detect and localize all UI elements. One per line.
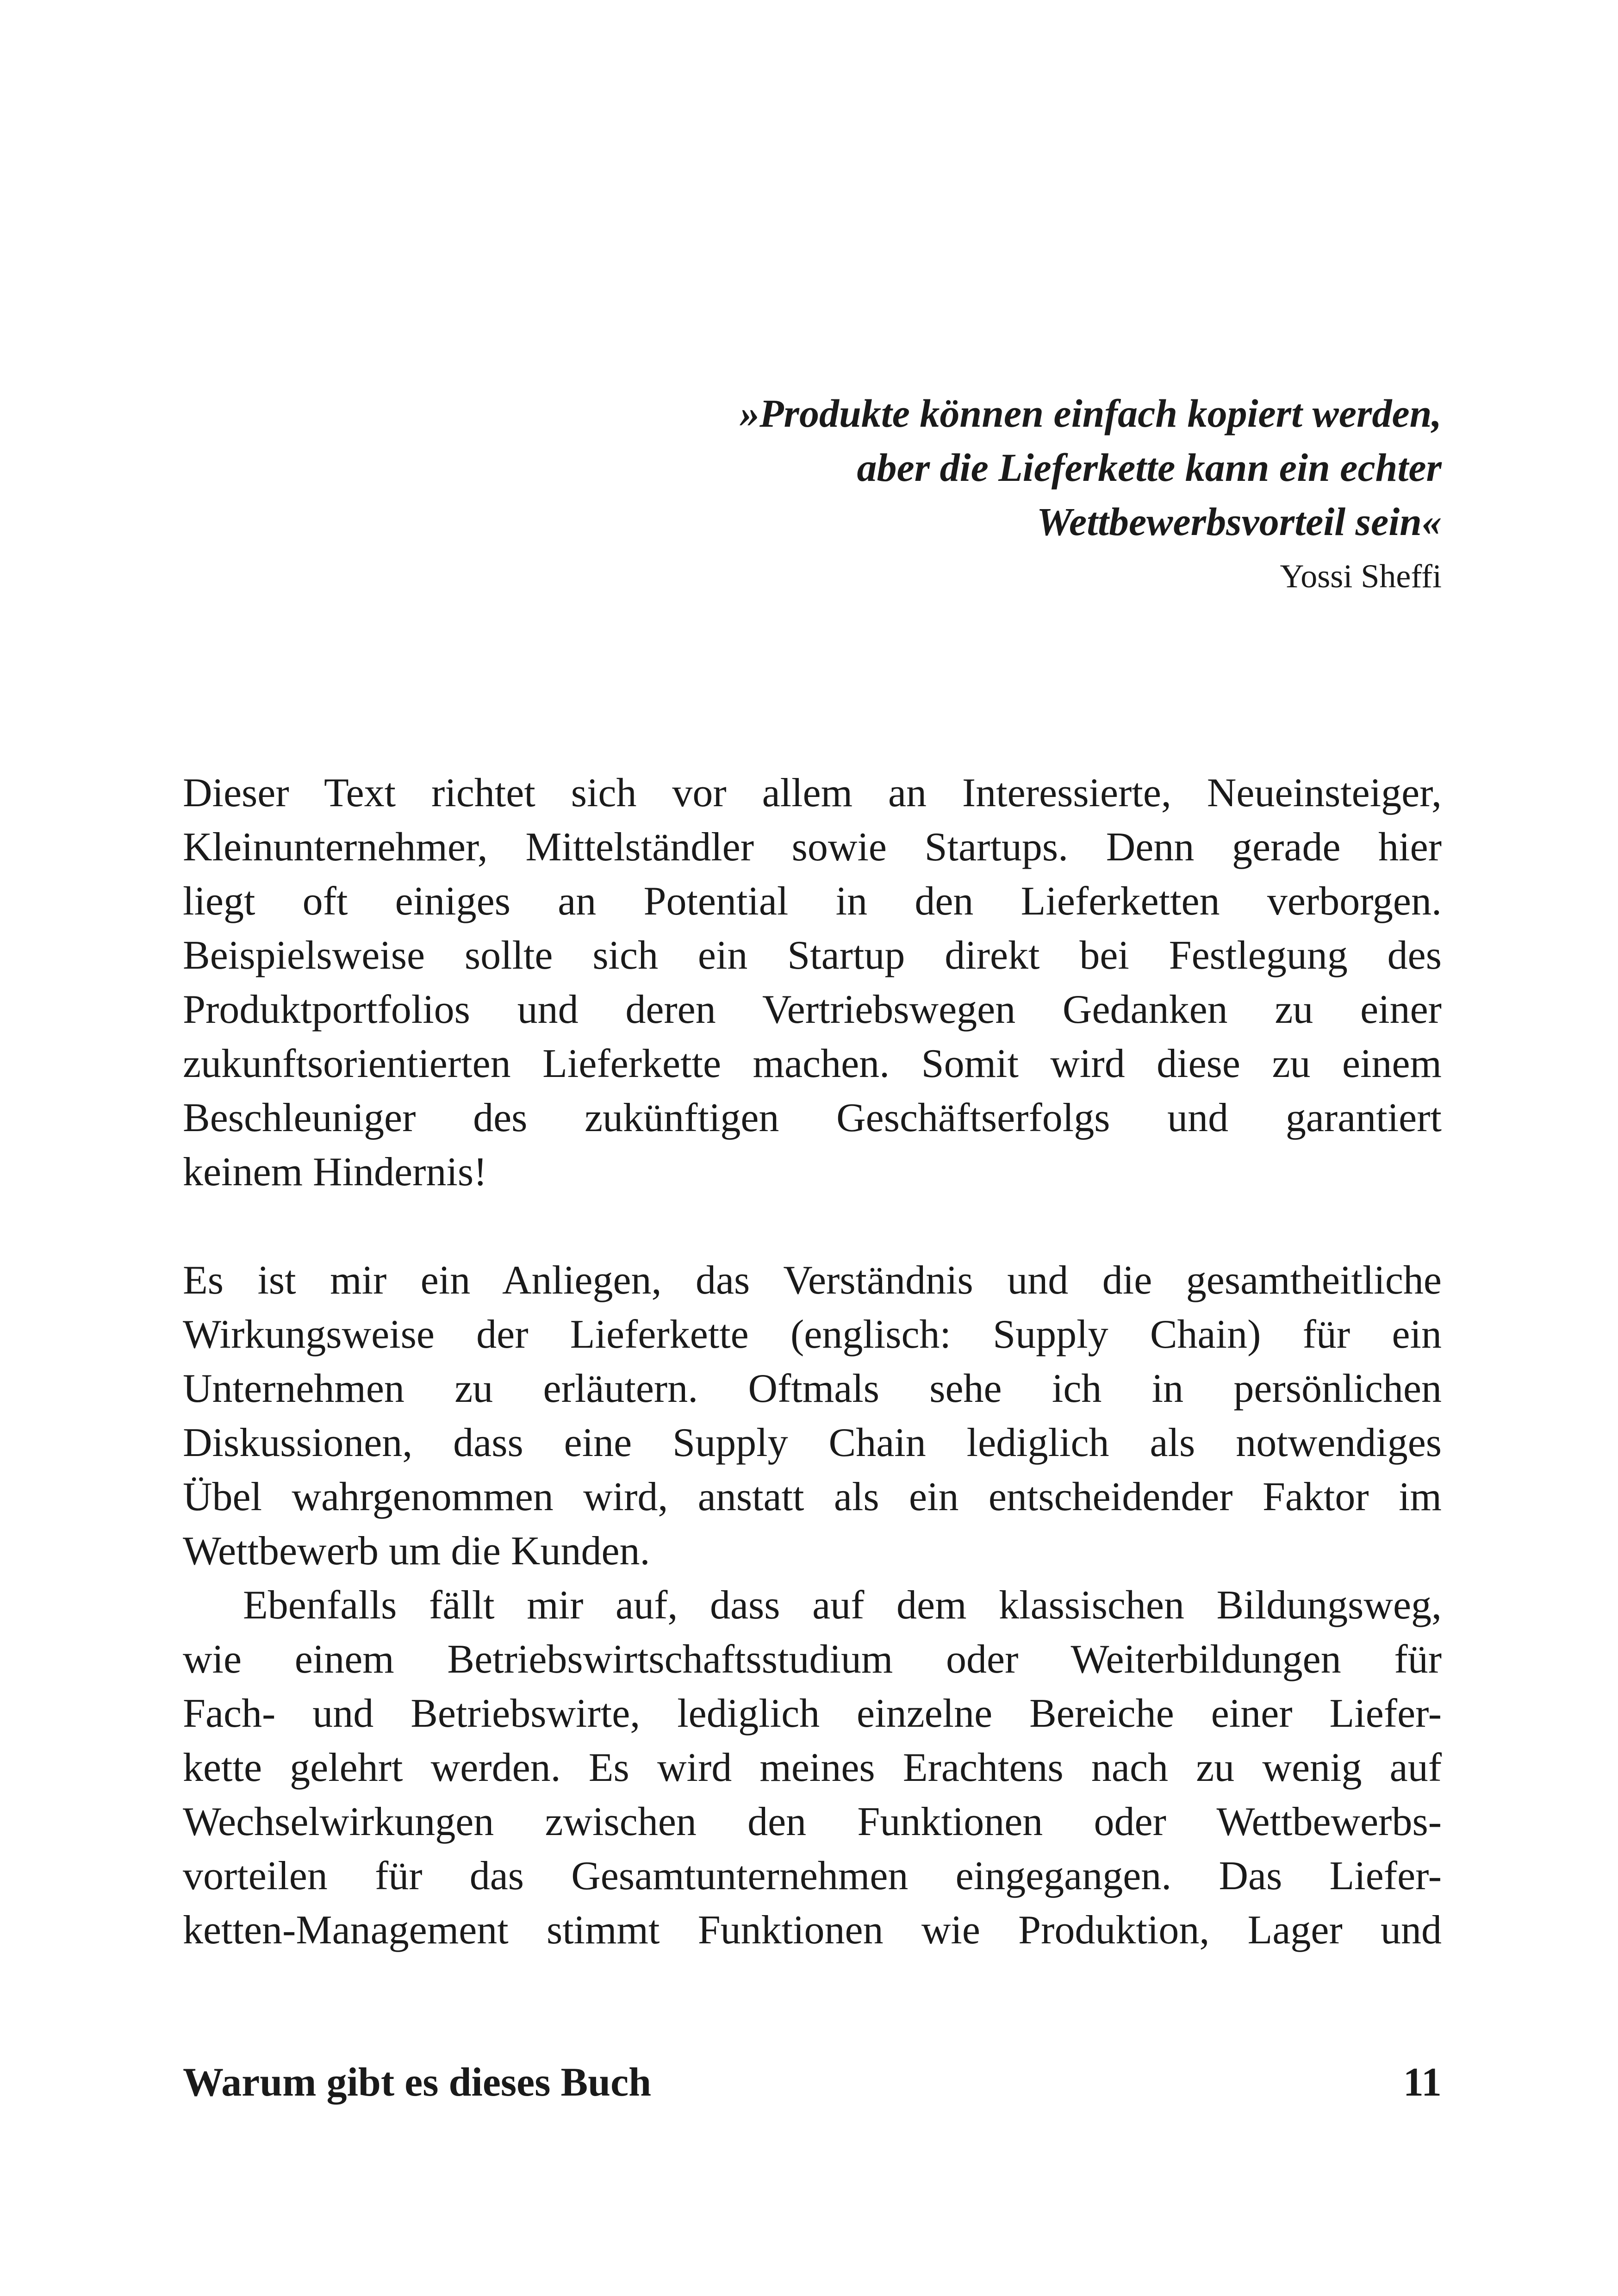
epigraph-quote-line: Wettbewerbsvorteil sein« — [1036, 499, 1442, 544]
paragraph-3 — [183, 1578, 1442, 1957]
text-line: Wirkungsweise der Lieferkette (englisch: Supply Chain) für ein — [183, 1312, 1442, 1357]
text-line: Es ist mir ein Anliegen, das Verständnis und die gesamtheitliche — [183, 1258, 1442, 1303]
text-line: kette gelehrt werden. Es wird meines Erachtens nach zu wenig auf — [183, 1745, 1442, 1790]
text-line: Fach- und Betriebswirte, lediglich einzelne Bereiche einer Liefer- — [183, 1691, 1442, 1736]
text-line: Wechselwirkungen zwischen den Funktionen oder Wettbewerbs- — [183, 1799, 1442, 1844]
text-line: Produktportfolios und deren Vertriebswegen Gedanken zu einer — [183, 987, 1442, 1032]
epigraph — [555, 386, 1442, 602]
body-text — [183, 766, 1442, 1957]
text-line: ketten-Management stimmt Funktionen wie Produktion, Lager und — [183, 1908, 1442, 1953]
text-line: Ebenfalls fällt mir auf, dass auf dem klassischen Bildungsweg, — [243, 1583, 1442, 1628]
text-line: Diskussionen, dass eine Supply Chain lediglich als notwendiges — [183, 1420, 1442, 1465]
epigraph-quote-line: aber die Lieferkette kann ein echter — [857, 445, 1442, 490]
text-line: Beschleuniger des zukünftigen Geschäftserfolgs und garantiert — [183, 1095, 1442, 1140]
paragraph-1 — [183, 766, 1442, 1199]
text-line: Übel wahrgenommen wird, anstatt als ein entscheidender Faktor im — [183, 1475, 1442, 1519]
running-footer-title: Warum gibt es dieses Buch — [183, 2060, 652, 2105]
text-line: vorteilen für das Gesamtunternehmen eingegangen. Das Liefer- — [183, 1854, 1442, 1898]
paragraph-2 — [183, 1253, 1442, 1578]
page-footer — [183, 2055, 1442, 2110]
text-line: zukunftsorientierten Lieferkette machen. Somit wird diese zu einem — [183, 1041, 1442, 1086]
paragraph-gap — [183, 1199, 1442, 1253]
text-line: Kleinunternehmer, Mittelständler sowie Startups. Denn gerade hier — [183, 825, 1442, 870]
epigraph-author: Yossi Sheffi — [1280, 558, 1442, 595]
epigraph-quote-line: »Produkte können einfach kopiert werden, — [739, 391, 1442, 436]
page-number: 11 — [1403, 2060, 1442, 2105]
text-line: Unternehmen zu erläutern. Oftmals sehe ich in persönlichen — [183, 1366, 1442, 1411]
epigraph-quote — [555, 386, 1442, 549]
text-line: Beispielsweise sollte sich ein Startup direkt bei Festlegung des — [183, 933, 1442, 978]
text-line: Dieser Text richtet sich vor allem an Interessierte, Neueinsteiger, — [183, 771, 1442, 815]
text-line: keinem Hindernis! — [183, 1150, 487, 1195]
text-line: Wettbewerb um die Kunden. — [183, 1529, 650, 1574]
text-line: liegt oft einiges an Potential in den Lieferketten verborgen. — [183, 879, 1442, 924]
text-line: wie einem Betriebswirtschaftsstudium oder Weiterbildungen für — [183, 1637, 1442, 1682]
